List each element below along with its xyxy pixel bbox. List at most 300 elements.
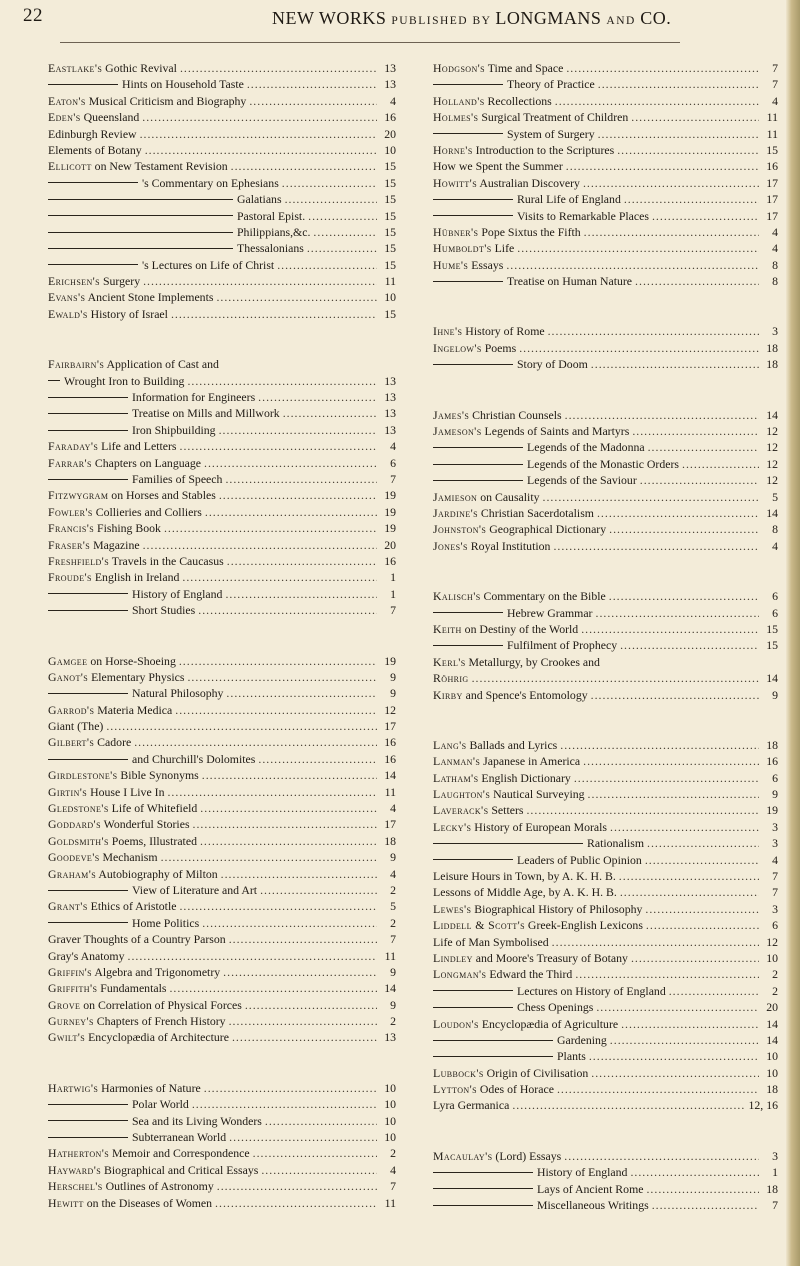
- entry-title: [433, 224, 581, 240]
- catalogue-entry: [433, 273, 778, 289]
- page-reference: 4: [390, 866, 396, 881]
- page-reference: 20: [766, 1000, 778, 1015]
- catalogue-group: [433, 60, 778, 289]
- entry-title: [517, 208, 649, 224]
- dot-leader: [204, 1080, 377, 1096]
- work-title: Short Studies: [132, 603, 196, 618]
- page-reference: 16: [384, 751, 396, 766]
- catalogue-entry: [48, 964, 396, 980]
- dot-leader: [175, 702, 377, 718]
- work-title: Rationalism: [587, 836, 645, 851]
- entry-title: [48, 455, 201, 471]
- catalogue-entry: [433, 670, 778, 686]
- catalogue-entry: [48, 455, 396, 471]
- catalogue-entry: [433, 240, 778, 256]
- page-reference: 11: [384, 948, 396, 963]
- work-title: Natural Philosophy: [132, 686, 224, 701]
- dot-leader: [219, 487, 377, 503]
- work-title: Commentary on the Bible: [480, 589, 606, 604]
- catalogue-entry: [48, 1029, 396, 1045]
- page-reference: 3: [772, 819, 778, 834]
- page-reference: 6: [772, 770, 778, 785]
- ditto-rule: [433, 199, 513, 200]
- author-name: Gilbert's: [48, 735, 95, 750]
- work-title: Treatise on Mills and Millwork: [132, 406, 280, 421]
- page-reference: 4: [390, 1162, 396, 1177]
- ditto-rule: [48, 430, 128, 431]
- catalogue-entry: [48, 784, 396, 800]
- dot-leader: [231, 158, 377, 174]
- work-title: Fishing Book: [94, 521, 161, 536]
- ditto-rule: [433, 84, 503, 85]
- work-title: Legends of the Madonna: [527, 440, 645, 455]
- author-name: Faraday's: [48, 439, 99, 454]
- page-reference: 9: [390, 686, 396, 701]
- page-reference: 5: [772, 489, 778, 504]
- page-reference: 19: [384, 653, 396, 668]
- work-title: History of Rome: [462, 324, 545, 339]
- ditto-rule: [433, 364, 513, 365]
- dot-leader: [179, 653, 377, 669]
- page-reference: 17: [766, 192, 778, 207]
- work-title: System of Surgery: [507, 126, 595, 141]
- author-name: Hartwig's: [48, 1080, 99, 1095]
- work-title: and Spence's Entomology: [462, 687, 588, 702]
- title-part: CO.: [640, 8, 672, 28]
- page-reference: 4: [390, 439, 396, 454]
- page-reference: 12: [766, 934, 778, 949]
- page-reference: 2: [390, 915, 396, 930]
- ditto-rule: [433, 1040, 553, 1041]
- dot-leader: [180, 438, 377, 454]
- dot-leader: [202, 915, 377, 931]
- catalogue-entry: [48, 422, 396, 438]
- catalogue-entry: [48, 553, 396, 569]
- page-reference: 12: [384, 702, 396, 717]
- entry-title: [507, 76, 595, 92]
- work-title: Recollections: [484, 93, 552, 108]
- catalogue-entry: [433, 1181, 778, 1197]
- catalogue-entry: [48, 1113, 396, 1129]
- entry-title: [48, 93, 246, 109]
- ditto-rule: [433, 215, 513, 216]
- entry-title: [48, 109, 139, 125]
- entry-title: [517, 356, 588, 372]
- work-title: 's Commentary on Ephesians: [142, 175, 279, 190]
- dot-leader: [232, 1029, 377, 1045]
- entry-title: [433, 109, 628, 125]
- catalogue-entry: [433, 257, 778, 273]
- page-reference: 19: [384, 521, 396, 536]
- catalogue-entry: [48, 833, 396, 849]
- author-name: Latham's: [433, 770, 479, 785]
- page-reference: 4: [772, 241, 778, 256]
- dot-leader: [313, 224, 377, 240]
- dot-leader: [260, 882, 377, 898]
- catalogue-entry: [433, 158, 778, 174]
- work-title: Miscellaneous Writings: [537, 1198, 649, 1213]
- catalogue-entry: [433, 654, 778, 670]
- dot-leader: [245, 997, 377, 1013]
- page-reference: 7: [772, 1198, 778, 1213]
- dot-leader: [583, 753, 759, 769]
- work-title: History of Israel: [87, 306, 168, 321]
- catalogue-group: [433, 323, 778, 372]
- title-part: PUBLISHED BY: [391, 15, 496, 27]
- catalogue-entry: [433, 109, 778, 125]
- entry-title: [433, 240, 514, 256]
- entry-title: [433, 1081, 554, 1097]
- work-title: Algebra and Trigonometry: [92, 964, 221, 979]
- page-reference: 12: [766, 440, 778, 455]
- page-reference: 7: [390, 1179, 396, 1194]
- dot-leader: [307, 240, 377, 256]
- catalogue-entry: [48, 289, 396, 305]
- work-title: Magazine: [90, 537, 140, 552]
- entry-title: [433, 901, 642, 917]
- catalogue-entry: [433, 126, 778, 142]
- catalogue-entry: [433, 340, 778, 356]
- catalogue-entry: [48, 273, 396, 289]
- catalogue-entry: [48, 109, 396, 125]
- entry-title: [48, 553, 224, 569]
- catalogue-entry: [433, 917, 778, 933]
- catalogue-entry: [433, 1032, 778, 1048]
- catalogue-entry: [433, 191, 778, 207]
- work-title: Wonderful Stories: [100, 817, 190, 832]
- entry-title: [48, 866, 218, 882]
- catalogue-entry: [48, 1129, 396, 1145]
- entry-title: [433, 917, 643, 933]
- entry-title: [433, 1148, 561, 1164]
- work-title: Edinburgh Review: [48, 126, 137, 141]
- author-name: Johnston's: [433, 522, 487, 537]
- entry-title: [48, 273, 140, 289]
- page-reference: 18: [766, 737, 778, 752]
- entry-title: [433, 884, 617, 900]
- author-name: Röhrig: [433, 671, 469, 686]
- work-title: Odes of Horace: [476, 1082, 554, 1097]
- page-reference: 13: [384, 406, 396, 421]
- entry-title: [132, 1096, 189, 1112]
- dot-leader: [645, 901, 759, 917]
- page-reference: 9: [390, 669, 396, 684]
- page-reference: 16: [766, 754, 778, 769]
- page-reference: 6: [772, 605, 778, 620]
- dot-leader: [283, 405, 377, 421]
- catalogue-entry: [433, 1065, 778, 1081]
- author-name: Keith: [433, 621, 462, 636]
- catalogue-group: [48, 653, 396, 1046]
- author-name: Froude's: [48, 570, 92, 585]
- page-reference: 3: [772, 901, 778, 916]
- author-name: Goldsmith's: [48, 833, 109, 848]
- dot-leader: [229, 1129, 377, 1145]
- dot-leader: [472, 670, 759, 686]
- catalogue-entry: [433, 950, 778, 966]
- author-name: Grant's: [48, 899, 88, 914]
- work-title: Christian Counsels: [469, 407, 562, 422]
- ditto-rule: [433, 133, 503, 134]
- page-reference: 15: [384, 159, 396, 174]
- dot-leader: [187, 373, 377, 389]
- entry-title: [433, 753, 580, 769]
- work-title: Surgery: [100, 274, 141, 289]
- entry-title: [433, 770, 571, 786]
- author-name: Fraser's: [48, 537, 91, 552]
- entry-title: [132, 915, 199, 931]
- author-name: Gamgee: [48, 653, 88, 668]
- entry-title: [433, 340, 516, 356]
- dot-leader: [171, 306, 377, 322]
- dot-leader: [225, 586, 377, 602]
- author-name: Holmes's: [433, 110, 479, 125]
- entry-title: [48, 60, 177, 76]
- dot-leader: [640, 472, 759, 488]
- entry-title: [48, 158, 228, 174]
- work-title: Materia Medica: [94, 702, 173, 717]
- dot-leader: [598, 126, 759, 142]
- dot-leader: [258, 389, 377, 405]
- catalogue-group: [48, 1080, 396, 1211]
- author-name: Gledstone's: [48, 801, 109, 816]
- work-title: Thessalonians: [237, 241, 304, 256]
- catalogue-entry: [48, 898, 396, 914]
- entry-title: [48, 767, 199, 783]
- author-name: Gwilt's: [48, 1030, 86, 1045]
- catalogue-entry: [48, 882, 396, 898]
- dot-leader: [219, 422, 377, 438]
- ditto-rule: [48, 84, 118, 85]
- page-reference: 7: [772, 869, 778, 884]
- dot-leader: [167, 784, 377, 800]
- catalogue-entry: [433, 786, 778, 802]
- work-title: How we Spent the Summer: [433, 159, 563, 174]
- page-reference: 2: [390, 882, 396, 897]
- dot-leader: [620, 637, 759, 653]
- page-reference: 12: [766, 456, 778, 471]
- catalogue-group: [433, 737, 778, 1114]
- page-reference: 2: [390, 1146, 396, 1161]
- page-reference: 10: [384, 1130, 396, 1145]
- page-reference: 4: [772, 93, 778, 108]
- page-reference: 8: [772, 274, 778, 289]
- catalogue-entry: [433, 1097, 778, 1113]
- page-reference: 9: [390, 997, 396, 1012]
- catalogue-entry: [48, 405, 396, 421]
- page-reference: 4: [390, 801, 396, 816]
- dot-leader: [619, 868, 759, 884]
- page-reference: 6: [772, 589, 778, 604]
- page-reference: 18: [766, 357, 778, 372]
- entry-title: [48, 718, 103, 734]
- work-title: on New Testament Revision: [91, 159, 228, 174]
- catalogue-entry: [48, 438, 396, 454]
- page-reference: 15: [384, 306, 396, 321]
- dot-leader: [161, 849, 377, 865]
- dot-leader: [584, 224, 759, 240]
- page-reference: 8: [772, 257, 778, 272]
- ditto-rule: [48, 922, 128, 923]
- work-title: Origin of Civilisation: [483, 1065, 589, 1080]
- entry-title: [132, 751, 255, 767]
- work-title: Life of Man Symbolised: [433, 934, 549, 949]
- catalogue-entry: [48, 1178, 396, 1194]
- author-name: Fowler's: [48, 504, 93, 519]
- dot-leader: [187, 669, 377, 685]
- catalogue-entry: [48, 751, 396, 767]
- page-reference: 16: [384, 553, 396, 568]
- author-name: Hodgson's: [433, 61, 486, 75]
- entry-title: [48, 1145, 250, 1161]
- work-title: Treatise on Human Nature: [507, 274, 633, 289]
- dot-leader: [610, 1032, 759, 1048]
- author-name: Lewes's: [433, 901, 472, 916]
- catalogue-entry: [433, 323, 778, 339]
- dot-leader: [217, 1178, 377, 1194]
- entry-title: [48, 931, 226, 947]
- catalogue-entry: [48, 1096, 396, 1112]
- work-title: Nautical Surveying: [490, 787, 585, 802]
- page-reference: 18: [384, 833, 396, 848]
- page-reference: 18: [766, 1181, 778, 1196]
- catalogue-entry: [433, 934, 778, 950]
- page-reference: 10: [384, 1097, 396, 1112]
- catalogue-entry: [433, 901, 778, 917]
- entry-title: [237, 208, 305, 224]
- dot-leader: [646, 917, 759, 933]
- entry-title: [132, 471, 222, 487]
- work-title: Encyclopædia of Architecture: [85, 1030, 229, 1045]
- catalogue-entry: [48, 471, 396, 487]
- dot-leader: [574, 770, 759, 786]
- work-title: Plants: [557, 1049, 586, 1064]
- catalogue-entry: [433, 60, 778, 76]
- author-name: Lecky's: [433, 819, 472, 834]
- catalogue-entry: [48, 224, 396, 240]
- page-reference: 13: [384, 373, 396, 388]
- dot-leader: [216, 289, 377, 305]
- ditto-rule: [48, 413, 128, 414]
- catalogue-entry: [433, 439, 778, 455]
- catalogue-entry: [48, 240, 396, 256]
- ditto-rule: [433, 1188, 533, 1189]
- dot-leader: [609, 588, 759, 604]
- page-reference: 7: [772, 885, 778, 900]
- work-title: Sea and its Living Wonders: [132, 1113, 262, 1128]
- entry-title: [48, 980, 166, 996]
- page-reference: 9: [772, 787, 778, 802]
- page-reference: 14: [384, 768, 396, 783]
- work-title: Lyra Germanica: [433, 1098, 510, 1113]
- entry-title: [517, 999, 593, 1015]
- ditto-rule: [48, 693, 128, 694]
- author-name: Jones's: [433, 538, 468, 553]
- work-title: History of European Morals: [471, 819, 607, 834]
- author-name: Garrod's: [48, 702, 95, 717]
- page-reference: 13: [384, 390, 396, 405]
- entry-title: [537, 1197, 649, 1213]
- catalogue-entry: [433, 983, 778, 999]
- entry-title: [48, 816, 190, 832]
- dot-leader: [285, 191, 377, 207]
- author-name: Lytton's: [433, 1082, 477, 1097]
- work-title: Hebrew Grammar: [507, 605, 593, 620]
- page-header: [20, 3, 780, 45]
- page-reference: 7: [772, 61, 778, 75]
- page-reference: 14: [766, 1016, 778, 1031]
- dot-leader: [617, 142, 759, 158]
- catalogue-entry: [433, 1016, 778, 1032]
- page-reference: 3: [772, 836, 778, 851]
- dot-leader: [589, 1048, 759, 1064]
- dot-leader: [517, 240, 759, 256]
- author-name: Ihne's: [433, 324, 463, 339]
- author-name: Lubbock's: [433, 1065, 484, 1080]
- dot-leader: [106, 718, 377, 734]
- dot-leader: [134, 734, 377, 750]
- dot-leader: [282, 175, 377, 191]
- dot-leader: [646, 1181, 759, 1197]
- catalogue-entry: [48, 175, 396, 191]
- work-title: Ancient Stone Implements: [85, 290, 214, 305]
- page-reference: 13: [384, 77, 396, 92]
- entry-title: [48, 126, 137, 142]
- author-name: Kalisch's: [433, 589, 481, 604]
- entry-title: [433, 423, 629, 439]
- catalogue-entry: [48, 702, 396, 718]
- work-title: Theory of Practice: [507, 77, 595, 92]
- catalogue-entry: [433, 521, 778, 537]
- entry-title: [433, 802, 523, 818]
- entry-title: [48, 1178, 214, 1194]
- dot-leader: [647, 835, 759, 851]
- work-title: Pastoral Epist.: [237, 208, 306, 223]
- page-title: [272, 8, 671, 29]
- dot-leader: [631, 950, 759, 966]
- author-name: Jardine's: [433, 505, 478, 520]
- author-name: Horne's: [433, 142, 473, 157]
- dot-leader: [598, 76, 759, 92]
- author-name: Laverack's: [433, 803, 489, 818]
- author-name: Farrar's: [48, 455, 92, 470]
- work-title: Subterranean World: [132, 1130, 227, 1145]
- entry-title: [433, 407, 562, 423]
- page-reference: 10: [384, 290, 396, 305]
- dot-leader: [202, 767, 377, 783]
- dot-leader: [597, 505, 759, 521]
- work-title: (Lord) Essays: [492, 1148, 562, 1163]
- catalogue-entry: [433, 356, 778, 372]
- work-title: Royal Institution: [467, 538, 551, 553]
- entry-title: [48, 504, 202, 520]
- dot-leader: [548, 323, 759, 339]
- catalogue-entry: [48, 685, 396, 701]
- dot-leader: [145, 142, 377, 158]
- dot-leader: [621, 1016, 759, 1032]
- dot-leader: [635, 273, 759, 289]
- catalogue-entry: [433, 538, 778, 554]
- work-title: on the Diseases of Women: [83, 1195, 213, 1210]
- ditto-rule: [433, 1205, 533, 1206]
- page-reference: 15: [384, 257, 396, 272]
- catalogue-entry: [48, 915, 396, 931]
- ditto-rule: [48, 380, 60, 381]
- catalogue-entry: [48, 948, 396, 964]
- dot-leader: [630, 1164, 759, 1180]
- page-reference: 16: [766, 159, 778, 174]
- entry-title: [433, 786, 585, 802]
